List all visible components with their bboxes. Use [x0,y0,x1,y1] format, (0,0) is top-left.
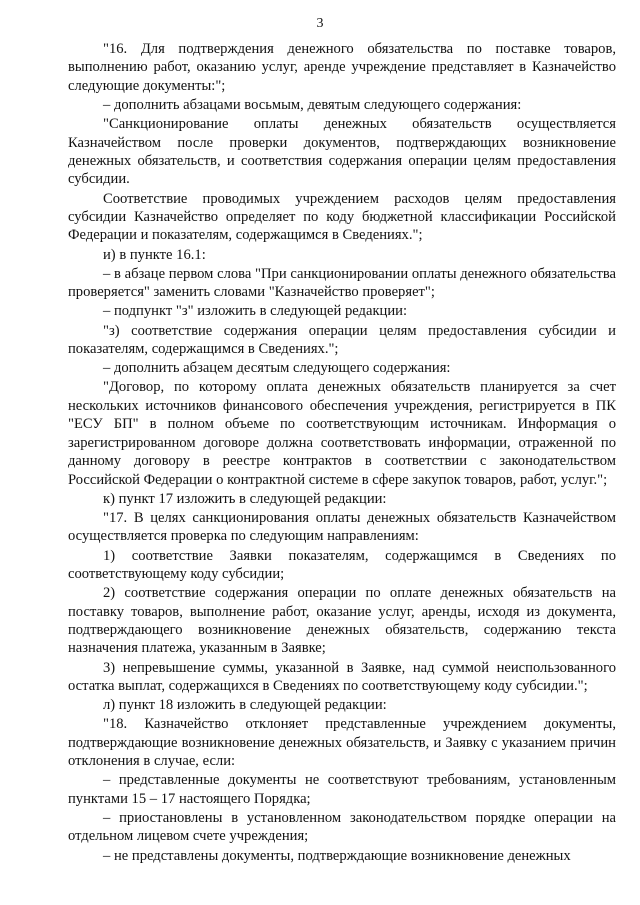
paragraph: – дополнить абзацем десятым следующего содержания: [103,360,451,377]
page-number: 3 [316,16,324,31]
paragraph: "16. Для подтверждения денежного обязательства по поставке товаров, выполнению работ, оказанию услуг, аренде учреждение представляет в Казначейство следующие документы:"; [68,41,616,94]
paragraph: "18. Казначейство отклоняет представленные учреждением документы, подтверждающие возникновение денежных обязательств, и Заявку с указанием причин отклонения в случае, если: [68,716,616,770]
paragraph: к) пункт 17 изложить в следующей редакции: [103,490,387,507]
paragraph: "з) соответствие содержания операции целям предоставления субсидии и показателям, содержащимся в Сведениях."; [68,322,616,358]
paragraph: – приостановлены в установленном законодательством порядке операции на отдельном лицевом счете учреждения; [68,810,616,845]
paragraph: – представленные документы не соответствуют требованиям, установленным пунктами 15 – 17 настоящего Порядка; [68,772,616,807]
paragraph: Соответствие проводимых учреждением расходов целям предоставления субсидии Казначейство определяет по коду бюджетной классификации Российской Федерации и показателям, содержащимся в Сведениях."; [68,190,616,244]
paragraph: 1) соответствие Заявки показателям, содержащимся в Сведениях по соответствующему коду субсидии; [68,547,616,582]
paragraph: "Санкционирование оплаты денежных обязательств осуществляется Казначейством после проверки документов, подтверждающих возникновение денежных обязательств, и соответствия содержания операции целям предоставления субсидии. [68,116,616,188]
paragraph: – в абзаце первом слова "При санкционировании оплаты денежного обязательства проверяется" заменить словами "Казначейство проверяет"; [68,265,616,301]
paragraph: л) пункт 18 изложить в следующей редакции: [103,697,387,714]
paragraph: – дополнить абзацами восьмым, девятым следующего содержания: [103,97,522,114]
document-body [68,40,616,866]
paragraph: "Договор, по которому оплата денежных обязательств планируется за счет нескольких источников финансового обеспечения учреждения, регистрируется в ПК "ЕСУ БП" в полном объеме по соответствующим источникам. Информация о зарегистрированном договоре должна соответствовать информации, отраженной по данному договору в реестре контрактов в соответствии с законодательством Российской Федерации о контрактной системе в сфере закупок товаров, работ, услуг."; [68,379,616,488]
paragraph: 2) соответствие содержания операции по оплате денежных обязательств на поставку товаров, выполнение работ, оказание услуг, аренды, исходя из документа, подтверждающего возникновение денежных обязательств, содержанию текста назначения платежа, указанным в Заявке; [68,585,616,657]
paragraph: и) в пункте 16.1: [103,246,206,263]
paragraph: – подпункт "з" изложить в следующей редакции: [103,303,408,320]
paragraph: – не представлены документы, подтверждающие возникновение денежных [103,847,571,864]
paragraph: "17. В целях санкционирования оплаты денежных обязательств Казначейством осуществляется проверка по следующим направлениям: [68,509,616,545]
paragraph: 3) непревышение суммы, указанной в Заявке, над суммой неиспользованного остатка выплат, содержащихся в Сведениях по соответствующему коду субсидии."; [68,659,616,694]
